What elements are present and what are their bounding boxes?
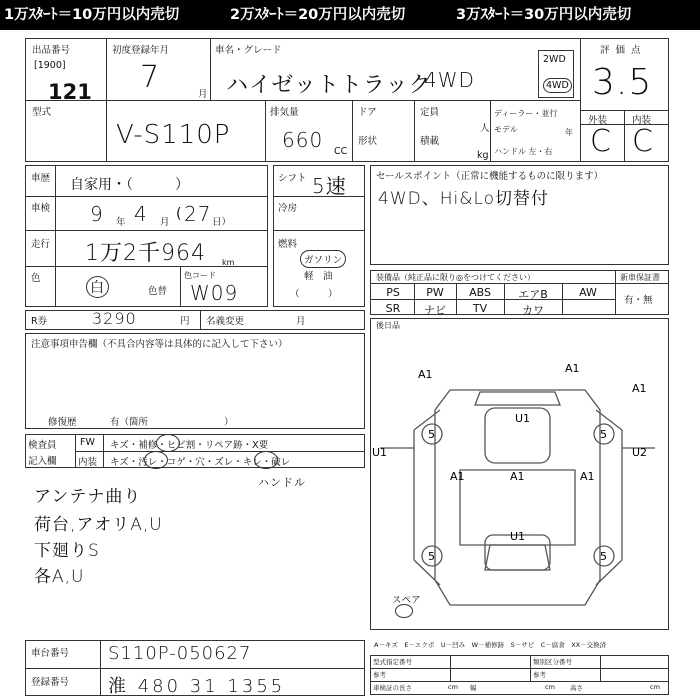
capacity-label: 定員 [420,107,440,118]
cm-unit-3: cm [650,683,660,691]
fuel-label: 燃料 [278,239,298,250]
left-front-corner [414,410,440,430]
fuel-diesel: 軽 油 [304,271,333,282]
damage-mark: A1 [418,368,433,381]
cm-unit-2: cm [545,683,555,691]
form-label-2: 類別区分番号 [533,658,572,666]
handle-note: ハンドル [258,476,306,489]
tire-tread-value: 5 [600,428,607,441]
tailgate [485,545,550,570]
auction-rules-bar [0,0,700,30]
rule-3: 3万ｽﾀｰﾄ＝30万円以内売切 [456,7,632,23]
shift: 5速 [312,174,347,198]
lot-label: 出品番号 [32,45,71,56]
name-change-label: 名義変更 [206,316,245,327]
interior-label: 内装 [632,115,652,126]
inspection-day-unit: 日） [212,217,232,228]
reg-label: 登録番号 [31,677,70,688]
r-label: R券 [31,316,48,327]
form-label-6: 幅 [470,684,477,692]
inspection-month: 4 [134,202,148,226]
reg-year-label: 初度登録年月 [112,45,170,56]
cm-unit-1: cm [448,683,458,691]
door-label: ドア [358,107,377,118]
inspector-label: 検査員 [28,440,57,451]
month-unit: 月 [198,89,208,100]
tax-row [25,310,365,330]
car-name: ハイゼットトラック [226,73,432,98]
note-line-2: 荷台,アオリA,U [34,515,163,535]
spare-tire-icon [395,604,413,618]
model-code: V-S110P [116,120,231,150]
lot-sub: [1900] [34,60,66,71]
inspection-year: 9 [90,202,104,226]
tire-tread-value: 5 [428,550,435,563]
interior-row-label: 内装 [78,457,98,468]
score: 3.5 [592,62,653,103]
form-label-7: 高さ [570,684,583,692]
equip-item: PS [386,286,400,299]
inspection-month-unit: 月 [160,217,170,228]
equip-item: エアB [518,288,548,301]
damage-mark: A1 [510,470,525,483]
interior-grade: C [632,124,654,159]
vehicle-damage-diagram [370,330,669,630]
people-unit: 人 [480,123,490,134]
rule-2: 2万ｽﾀｰﾄ＝20万円以内売切 [230,7,406,23]
color-code-label: 色コード [184,271,216,280]
model-year-label: モデル [494,125,518,134]
notice-label: 注意事項申告欄（不具合内容等は具体的に記入して下さい） [31,339,288,350]
equip-item: PW [426,286,444,299]
inspection-day: 27 [184,202,212,226]
lot-number: 121 [48,80,92,104]
usage-label: 車歴 [31,173,51,184]
displacement-label: 排気量 [270,107,299,118]
chassis-number: S110P-050627 [108,643,252,664]
ac-label: 冷房 [278,203,298,214]
damage-mark: A1 [450,470,465,483]
damage-mark: U1 [515,412,531,425]
displacement: 660 [282,128,324,152]
reg-number: 淮 480 31 1355 [108,676,286,697]
interior-line: キズ・汚レ・コゲ・穴・ズレ・キレ・破レ [110,457,291,468]
handle-label: ハンドル 左・右 [494,147,553,156]
color-label: 色 [31,273,41,284]
spare-label: スペア [392,595,421,606]
repaint-label: 色替 [148,286,168,297]
new-car-label: 新車保証書 [620,273,660,282]
fuel-other: （ ） [290,289,338,300]
inspection-year-unit: 年 [116,217,126,228]
equip-item: AW [579,286,597,299]
equip-item: TV [472,302,488,315]
damage-mark: U1 [372,446,388,459]
kg-unit: kg [477,150,489,161]
note-line-3: 下廻りS [34,541,100,561]
inspection-label: 車検 [31,203,51,214]
repair-value: 有（箇所 ） [110,417,234,428]
note-line-1: アンテナ曲り [34,487,142,507]
fw-label: FW [80,437,95,448]
chassis-label: 車台番号 [31,648,70,659]
exterior-label: 外装 [588,115,608,126]
km-unit: km [222,258,235,267]
mileage-label: 走行 [31,239,51,250]
damage-legend: A－キズ E－エクボ U－凹み W－補修跡 S－サビ C－腐食 XX－交換済 [374,641,607,649]
equip-item: ナビ [424,304,446,317]
new-car-value: 有・無 [624,295,653,306]
damage-mark: A1 [632,382,647,395]
damage-mark: U2 [632,446,648,459]
color-code: W09 [190,281,239,305]
shift-label: シフト [278,173,307,184]
mileage: 1万2千964 [85,241,206,266]
tire-tread-value: 5 [600,550,607,563]
load-label: 積載 [420,136,440,147]
score-label: 評価点 [600,45,647,56]
name-label: 車名・グレード [215,45,282,56]
fuel-gasoline-circled: ガソリン [300,250,346,268]
equip-item: SR [385,302,401,315]
repair-label: 修復歴 [48,417,77,428]
r-value: 3290 [92,309,137,328]
entry-label: 記入欄 [28,456,57,467]
form-label-1: 型式指定番号 [373,658,412,666]
after-items-label: 後日品 [376,321,400,330]
tax-month-unit: 月 [296,316,306,327]
yen-unit: 円 [180,316,190,327]
equipment-label: 装備品（純正品に限り◎をつけてください） [376,273,535,282]
form-label-4: 参考 [533,671,546,679]
year-unit: 年 [565,128,573,137]
form-block [370,655,669,695]
equip-item: カワ [522,304,544,317]
drive-4wd-circled: 4WD [543,78,572,93]
car-grade: 4WD [424,68,475,92]
model-label: 型式 [32,107,52,118]
sales-points: 4WD、Hi&Lo切替付 [378,189,550,209]
damage-mark: U1 [510,530,526,543]
form-label-5: 車検証の長さ [373,684,412,692]
reg-year: 7 [140,60,161,95]
color: 白 [86,276,109,298]
damage-mark: A1 [580,470,595,483]
exterior-grade: C [590,124,612,159]
note-line-4: 各A,U [34,567,85,587]
drive-2wd: 2WD [543,54,566,65]
shape-label: 形状 [358,136,378,147]
usage: 自家用・（ ） [70,177,189,193]
cc-unit: CC [334,146,348,157]
dealer-label: ディーラー・並行 [494,109,558,118]
fw-line: キズ・補修・ヒビ割・リペア跡・X要 [110,440,269,451]
equip-item: ABS [469,286,491,299]
sales-points-label: セールスポイント（正常に機能するものに限ります） [376,171,604,182]
left-rear-corner [414,560,440,585]
rule-1: 1万ｽﾀｰﾄ＝10万円以内売切 [4,7,180,23]
tire-tread-value: 5 [428,428,435,441]
front-bumper-outline [475,392,560,405]
damage-mark: A1 [565,362,580,375]
form-label-3: 参考 [373,671,386,679]
